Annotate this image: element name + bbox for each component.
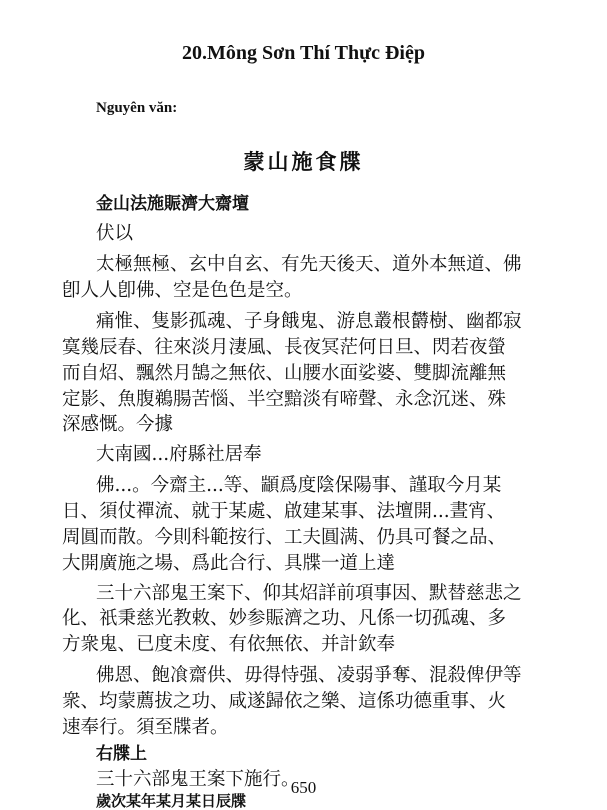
text-line: 寞幾辰春、往來淡月淒風、長夜冥茫何日旦、閃若夜螢 <box>62 337 507 358</box>
text-line: 而自炤、飄然月鵠之無依、山腰水面娑婆、雙脚流離無 <box>62 363 507 384</box>
text-line: 日、須仗禪流、就于某處、啟建某事、法壇開...晝宵、 <box>62 501 506 522</box>
text-line: 痛惟、隻影孤魂、子身餓鬼、游息叢根欝樹、幽都寂 <box>96 311 522 332</box>
section-label: Nguyên văn: <box>96 100 178 116</box>
text-line: 佛...。今齋主...等、顓爲度陰保陽事、謹取今月某 <box>96 475 502 496</box>
text-line: 佛恩、飽飡齋供、毋得恃强、凌弱爭奪、混殺俾伊等 <box>96 665 522 686</box>
text-line: 大南國...府縣社居奉 <box>96 444 262 465</box>
text-line: 卽人人卽佛、空是色色是空。 <box>62 280 303 301</box>
text-line: 大開廣施之場、爲此合行、具牒一道上達 <box>62 553 396 574</box>
text-line: 太極無極、玄中自玄、有先天後天、道外本無道、佛 <box>96 254 522 275</box>
text-line: 衆、均蒙薦拔之功、咸遂歸依之樂、這係功德重事、火 <box>62 691 507 712</box>
page-number: 650 <box>290 778 317 797</box>
page-title: 20.Mông Sơn Thí Thực Điệp <box>182 42 425 64</box>
text-line: 右牒上 <box>96 744 147 764</box>
text-line: 深感慨。今據 <box>62 414 174 435</box>
text-line: 伏以 <box>96 223 134 244</box>
text-line: 三十六部鬼王案下施行。 <box>96 769 300 790</box>
text-line: 化、祇秉慈光教敕、妙参賑濟之功、凡係一切孤魂、多 <box>62 608 507 629</box>
text-line: 方衆鬼、已度未度、有依無依、并計欽奉 <box>62 634 396 655</box>
text-line: 金山法施賑濟大齋壇 <box>96 194 249 214</box>
text-line: 周圓而散。今則科範按行、工夫圓满、仍具可餐之品、 <box>62 527 507 548</box>
text-line: 速奉行。須至牒者。 <box>62 717 229 738</box>
document-title: 蒙山施食牒 <box>243 149 364 174</box>
text-line: 定影、魚腹鵜腸苦惱、半空黯淡有啼聲、永念沉迷、殊 <box>62 389 507 410</box>
text-line: 歲次某年某月某日辰牒 <box>96 792 247 810</box>
text-line: 三十六部鬼王案下、仰其炤詳前項事因、默替慈悲之 <box>96 583 522 604</box>
